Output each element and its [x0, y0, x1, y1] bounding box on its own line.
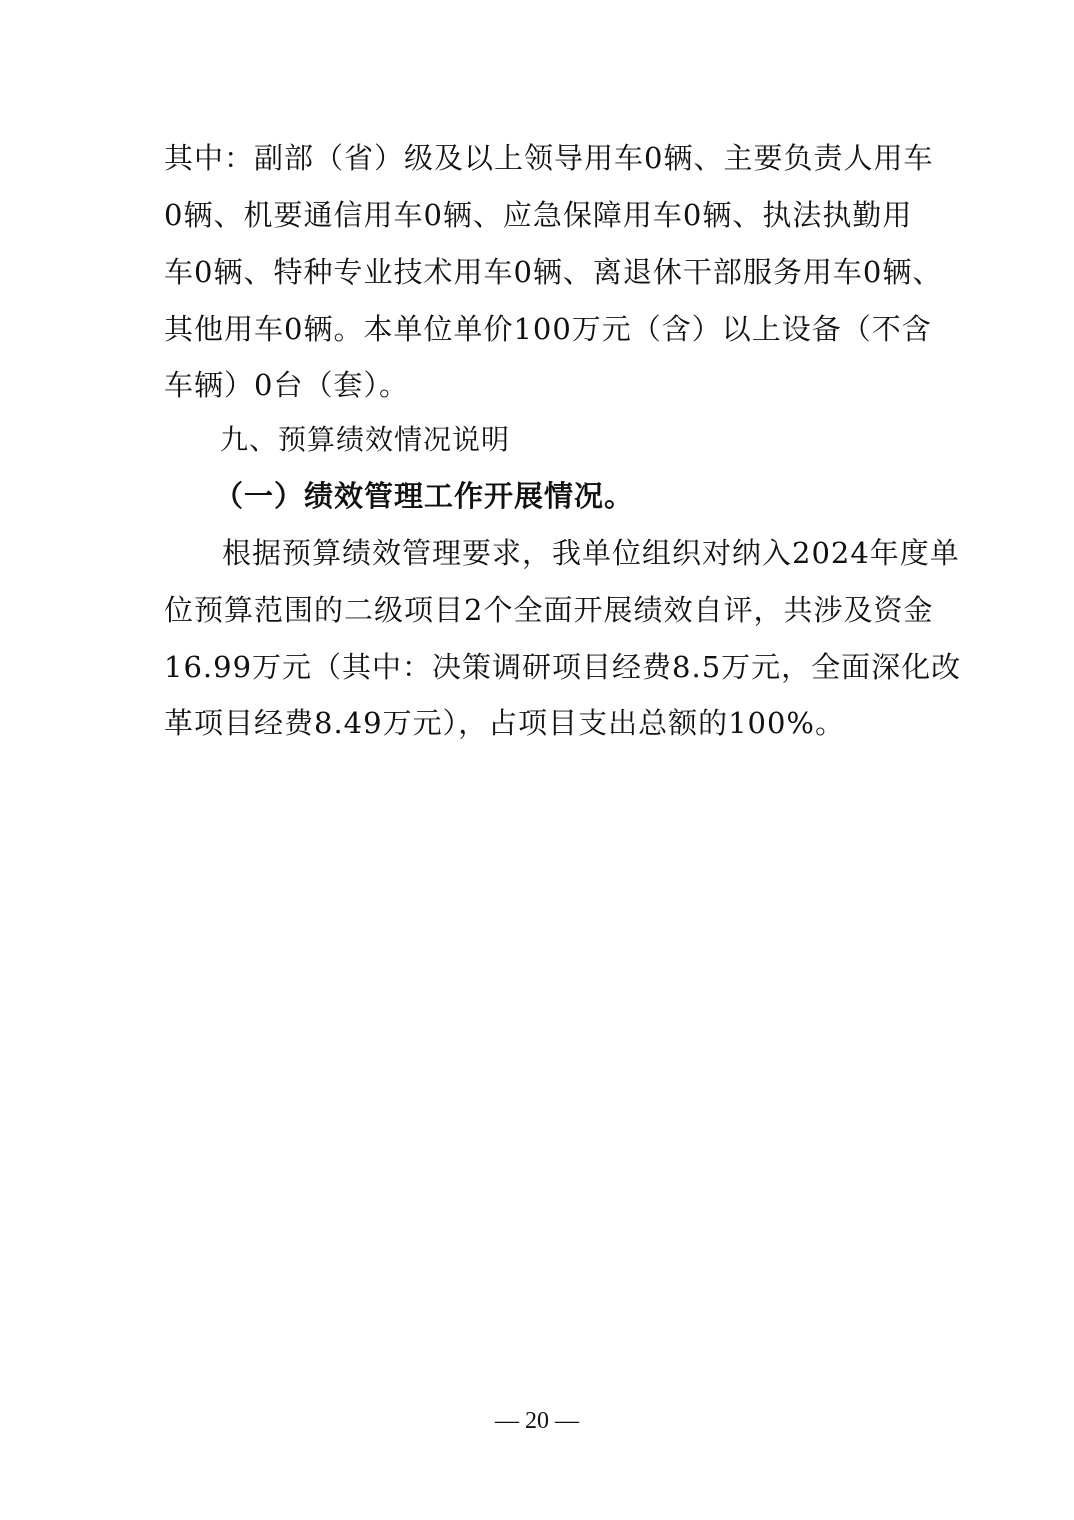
section-heading: 九、预算绩效情况说明 — [220, 423, 511, 456]
paragraph-line: 车辆）0台（套）。 — [164, 368, 409, 402]
paragraph-line: 车0辆、特种专业技术用车0辆、离退休干部服务用车0辆、 — [164, 255, 943, 289]
paragraph-line: 0辆、机要通信用车0辆、应急保障用车0辆、执法执勤用 — [164, 198, 913, 232]
paragraph-line: 位预算范围的二级项目2个全面开展绩效自评，共涉及资金 — [164, 593, 934, 627]
paragraph-line: 16.99万元（其中：决策调研项目经费8.5万元，全面深化改 — [164, 650, 962, 684]
paragraph-line: 根据预算绩效管理要求，我单位组织对纳入2024年度单 — [222, 536, 960, 570]
paragraph-line: 其他用车0辆。本单位单价100万元（含）以上设备（不含 — [164, 312, 932, 346]
paragraph-line: 其中：副部（省）级及以上领导用车0辆、主要负责人用车 — [164, 141, 934, 175]
paragraph-line: 革项目经费8.49万元），占项目支出总额的100%。 — [164, 706, 845, 740]
page-number: — 20 — — [495, 1408, 579, 1434]
subsection-heading: （一）绩效管理工作开展情况。 — [214, 479, 635, 513]
